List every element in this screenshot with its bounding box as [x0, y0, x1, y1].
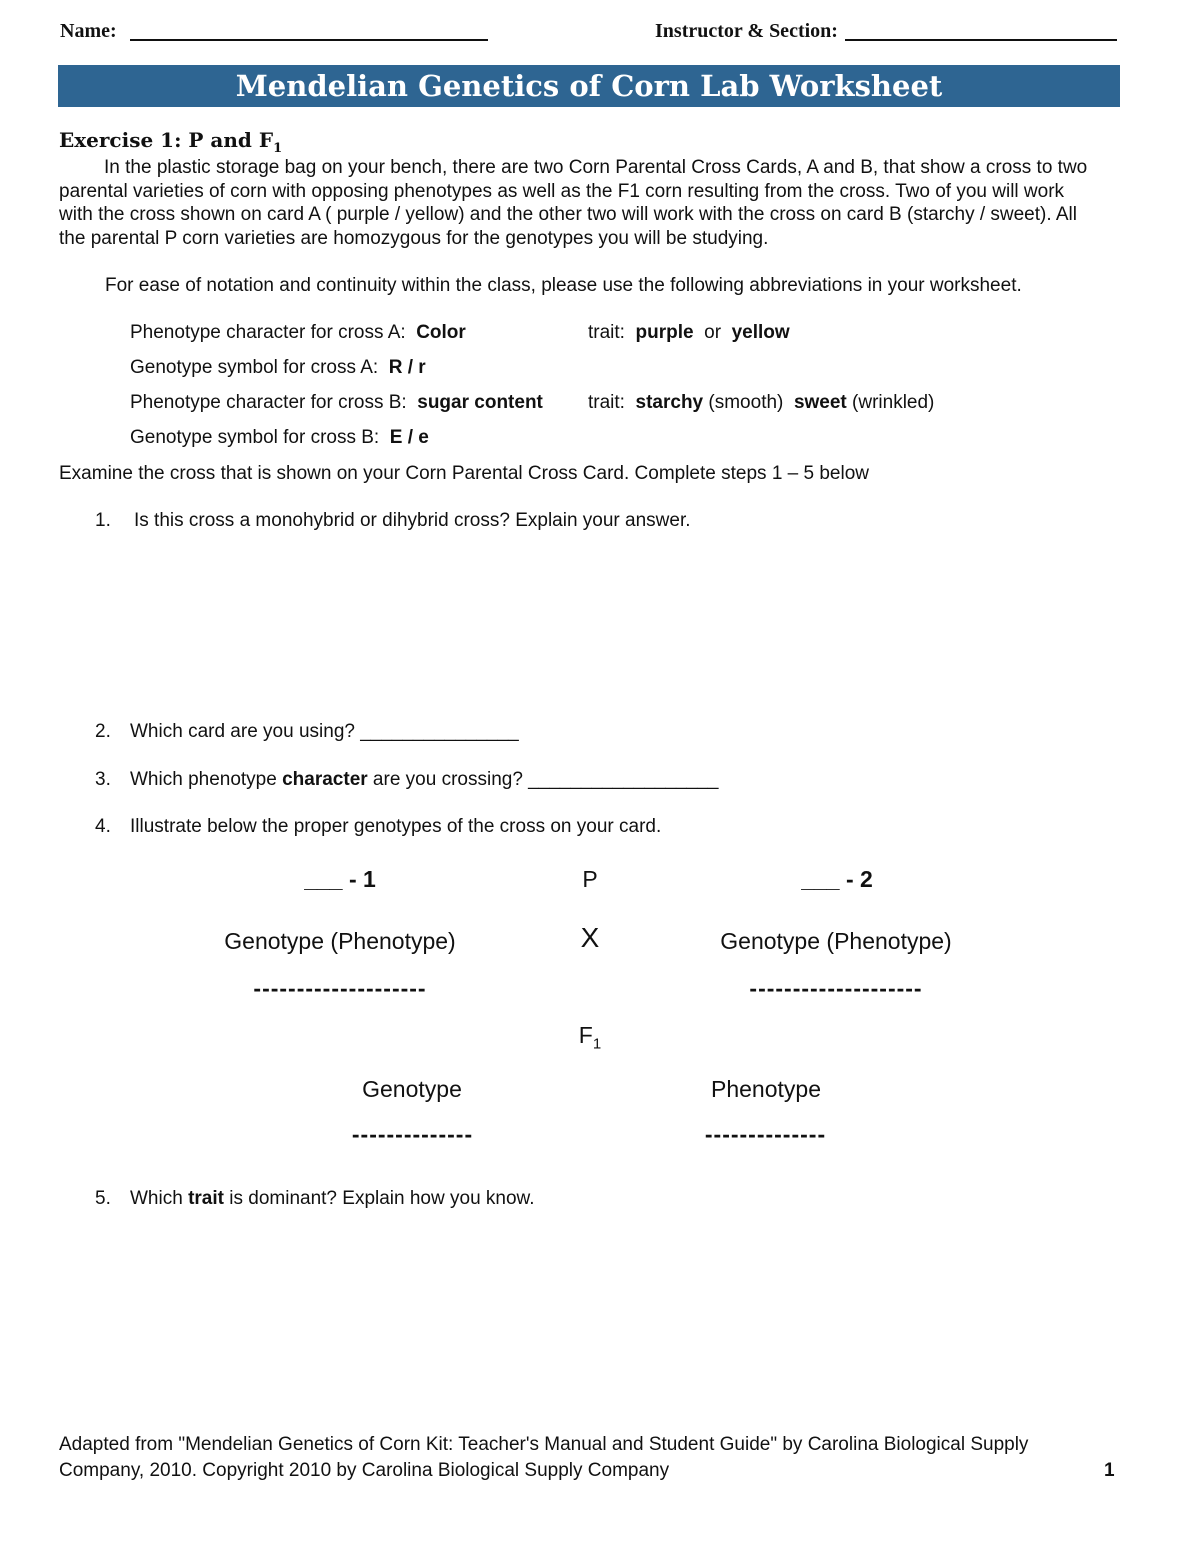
abbrev-label: Genotype symbol for cross B: — [130, 427, 380, 448]
f1-genotype-blank[interactable]: -------------- — [351, 1121, 474, 1147]
question-2-number: 2. — [95, 721, 111, 742]
question-3-pre: Which phenotype — [130, 769, 283, 790]
question-1-text: Is this cross a monohybrid or dihybrid cross? Explain your answer. — [134, 510, 691, 531]
exercise-title — [59, 128, 282, 156]
f1-generation-label — [555, 1022, 625, 1053]
abbrev-value: sugar content — [417, 392, 543, 413]
question-1-number: 1. — [95, 510, 111, 531]
abbrev-value: E / e — [389, 427, 429, 448]
trait-purple: purple — [635, 322, 694, 343]
question-3-number: 3. — [95, 769, 111, 790]
parent-1-label: ___ - 1 — [304, 866, 376, 892]
intro-line-1: In the plastic storage bag on your bench, there are two Corn Parental Cross Cards, A and B, that show a cross to two — [104, 157, 1088, 178]
question-5-pre: Which — [130, 1188, 189, 1209]
exercise-title-subscript: 1 — [273, 141, 283, 156]
question-3-text — [130, 769, 718, 791]
question-2-text: Which card are you using? _______________ — [130, 721, 519, 742]
question-5-post: is dominant? Explain how you know. — [223, 1188, 535, 1209]
intro-line-3: with the cross shown on card A ( purple / yellow) and the other two will work with the cross on card B (starchy / sweet). All — [59, 204, 1077, 225]
abbrev-label: Genotype symbol for cross A: — [130, 357, 379, 378]
abbrev-row-2 — [130, 357, 426, 379]
parent-2-genotype-phenotype: Genotype (Phenotype) — [720, 928, 952, 954]
abbrev-row-4 — [130, 427, 429, 449]
trait-label: trait: — [588, 392, 625, 413]
instructor-section-field[interactable] — [845, 39, 1117, 41]
question-4-number: 4. — [95, 816, 111, 837]
abbrev-value: Color — [416, 322, 466, 343]
f1-phenotype-blank[interactable]: -------------- — [704, 1121, 827, 1147]
trait-sweet-note: (wrinkled) — [852, 392, 935, 413]
f1-label-subscript: 1 — [592, 1035, 602, 1053]
parent-2-answer-blank[interactable]: -------------------- — [749, 975, 923, 1001]
trait-starchy: starchy — [635, 392, 704, 413]
f1-genotype-label: Genotype — [362, 1076, 462, 1102]
abbrev-trait-row-1 — [588, 322, 790, 344]
p-generation-label: P — [582, 866, 598, 892]
intro-paragraph — [59, 156, 1129, 250]
notation-note: For ease of notation and continuity within the class, please use the following abbreviations in your worksheet. — [105, 275, 1022, 296]
footer-credit-line-1: Adapted from "Mendelian Genetics of Corn Kit: Teacher's Manual and Student Guide" by Carolina Biological Supply — [59, 1434, 1029, 1455]
abbrev-row-1 — [130, 322, 466, 344]
question-3-post: are you crossing? __________________ — [367, 769, 719, 790]
f1-label-main: F — [578, 1022, 593, 1048]
intro-line-4: the parental P corn varieties are homozygous for the genotypes you will be studying. — [59, 227, 769, 249]
instructor-section-label: Instructor & Section: — [655, 20, 838, 42]
question-4-text: Illustrate below the proper genotypes of the cross on your card. — [130, 816, 662, 837]
abbrev-value: R / r — [388, 357, 426, 378]
intro-line-2: parental varieties of corn with opposing phenotypes as well as the F1 corn resulting from the cross. Two of you will work — [59, 180, 1065, 202]
abbrev-label: Phenotype character for cross B: — [130, 392, 407, 413]
abbrev-trait-row-3 — [588, 392, 934, 414]
abbrev-label: Phenotype character for cross A: — [130, 322, 406, 343]
page-number: 1 — [1104, 1460, 1115, 1481]
abbrev-row-3 — [130, 392, 543, 414]
examine-instruction: Examine the cross that is shown on your Corn Parental Cross Card. Complete steps 1 – 5 below — [59, 463, 869, 484]
question-5-text — [130, 1188, 535, 1210]
name-field[interactable] — [130, 39, 488, 41]
f1-phenotype-label: Phenotype — [711, 1076, 821, 1102]
footer-credit-line-2: Company, 2010. Copyright 2010 by Carolina Biological Supply Company — [59, 1460, 670, 1481]
question-5-bold: trait — [188, 1188, 224, 1209]
cross-symbol: X — [580, 922, 600, 953]
exercise-title-text: Exercise 1: P and F — [59, 128, 274, 152]
page-title: Mendelian Genetics of Corn Lab Worksheet — [58, 65, 1120, 107]
trait-sweet: sweet — [793, 392, 847, 413]
trait-starchy-note: (smooth) — [708, 392, 784, 413]
question-5-number: 5. — [95, 1188, 111, 1209]
trait-yellow: yellow — [731, 322, 790, 343]
trait-label: trait: — [588, 322, 625, 343]
trait-conjunction: or — [704, 322, 722, 343]
parent-2-label: ___ - 2 — [801, 866, 873, 892]
name-label: Name: — [60, 20, 117, 42]
parent-1-genotype-phenotype: Genotype (Phenotype) — [224, 928, 456, 954]
question-3-bold: character — [282, 769, 368, 790]
parent-1-answer-blank[interactable]: -------------------- — [253, 975, 427, 1001]
